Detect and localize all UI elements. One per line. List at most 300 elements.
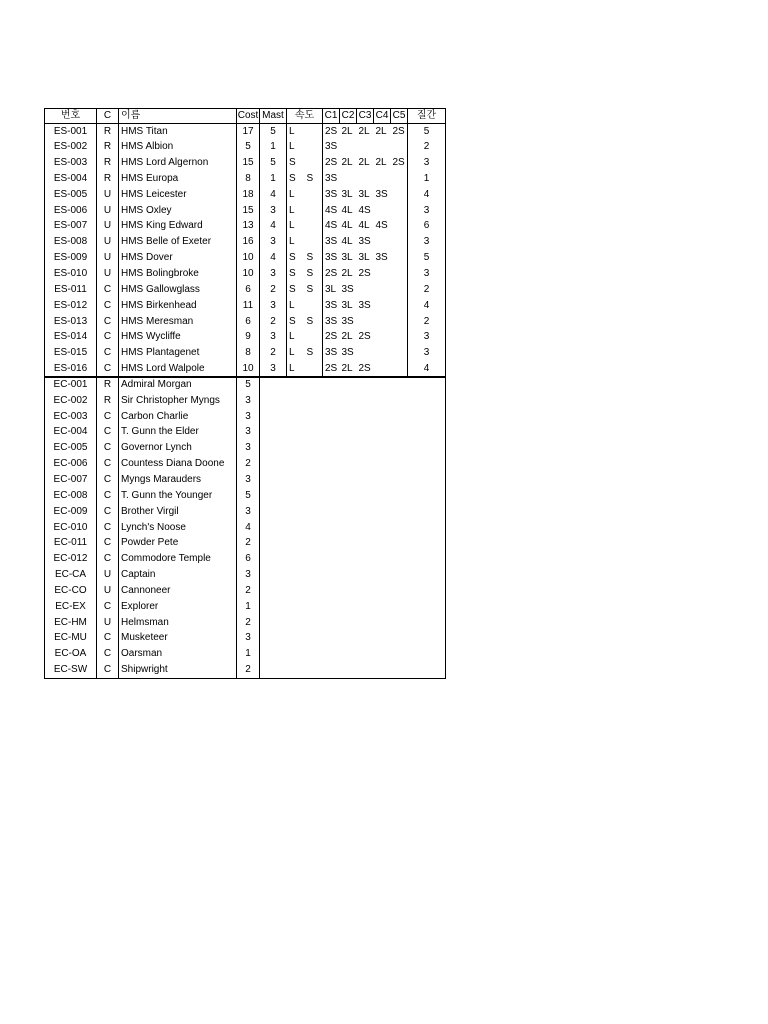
ship-rarity: C	[97, 361, 119, 377]
crew-name: T. Gunn the Younger	[119, 488, 237, 504]
ship-rarity: C	[97, 314, 119, 330]
ship-cannon-2: 3L	[341, 252, 353, 264]
ship-speed-2	[305, 219, 323, 235]
crew-id: EC-007	[45, 472, 97, 488]
ship-mast: 4	[260, 187, 287, 203]
ship-mast: 2	[260, 282, 287, 298]
ship-cannon-2: 3L	[341, 188, 353, 200]
ship-mast: 3	[260, 361, 287, 377]
ship-name: HMS Belle of Exeter	[119, 234, 237, 250]
ship-cost: 18	[237, 187, 260, 203]
ship-speed-2	[305, 187, 323, 203]
crew-rarity: C	[97, 504, 119, 520]
ship-row	[45, 314, 446, 330]
ship-rarity: U	[97, 203, 119, 219]
ship-speed-2: S	[306, 268, 314, 280]
ship-cannon-1: 2S	[323, 155, 340, 171]
ship-last-value: 3	[408, 345, 446, 361]
crew-row	[45, 535, 446, 551]
crew-row	[45, 425, 446, 441]
crew-name: Governor Lynch	[119, 440, 237, 456]
crew-id: EC-012	[45, 551, 97, 567]
ship-id: ES-007	[45, 219, 97, 235]
crew-id: EC-CO	[45, 583, 97, 599]
ship-row	[45, 345, 446, 361]
cards-spreadsheet	[44, 108, 446, 679]
ship-row	[45, 329, 446, 345]
ship-cannon-2: 2L	[341, 331, 353, 343]
crew-row	[45, 393, 446, 409]
ship-row	[45, 219, 446, 235]
ship-mast: 3	[260, 234, 287, 250]
ship-speed-1: L	[287, 187, 305, 203]
ship-cannon-5	[391, 187, 408, 203]
crew-id: EC-009	[45, 504, 97, 520]
crew-id: EC-001	[45, 377, 97, 393]
ship-speed-2	[305, 124, 323, 140]
crew-rarity: C	[97, 535, 119, 551]
crew-cost: 3	[237, 472, 260, 488]
ship-row	[45, 155, 446, 171]
ship-mast: 3	[260, 329, 287, 345]
ship-row	[45, 266, 446, 282]
ship-last-value: 3	[408, 234, 446, 250]
ship-name: HMS Gallowglass	[119, 282, 237, 298]
ship-speed-1: L	[287, 345, 305, 361]
ship-speed-2	[305, 203, 323, 219]
ship-mast: 2	[260, 345, 287, 361]
ship-cannon-4: 2L	[375, 125, 387, 137]
crew-id: EC-CA	[45, 567, 97, 583]
ship-cannon-3: 3L	[358, 252, 370, 264]
ship-mast: 1	[260, 171, 287, 187]
crew-rarity: R	[97, 393, 119, 409]
crew-name: Explorer	[119, 599, 237, 615]
ship-row	[45, 139, 446, 155]
ship-id: ES-016	[45, 361, 97, 377]
ship-last-value: 4	[408, 361, 446, 377]
ship-row	[45, 250, 446, 266]
ship-cannon-4: 4S	[375, 220, 388, 232]
col-header-c1: C1	[323, 109, 340, 124]
crew-rarity: R	[97, 377, 119, 393]
ship-cost: 8	[237, 345, 260, 361]
ship-cost: 10	[237, 361, 260, 377]
ship-cost: 6	[237, 282, 260, 298]
ship-speed-2: S	[306, 347, 314, 359]
crew-row	[45, 615, 446, 631]
ship-cannon-2: 2L	[340, 361, 357, 377]
ship-speed-1: S	[287, 155, 305, 171]
ship-last-value: 2	[408, 314, 446, 330]
crew-name: Commodore Temple	[119, 551, 237, 567]
ship-cannon-3: 2S	[358, 331, 371, 343]
crew-id: EC-010	[45, 520, 97, 536]
crew-cost: 1	[237, 599, 260, 615]
crew-empty-area	[260, 393, 446, 409]
ship-cannon-5	[391, 171, 408, 187]
crew-row	[45, 504, 446, 520]
ship-id: ES-011	[45, 282, 97, 298]
ship-cannon-1: 3S	[323, 250, 340, 266]
crew-rarity: C	[97, 456, 119, 472]
ship-cost: 16	[237, 234, 260, 250]
ship-mast: 1	[260, 139, 287, 155]
ship-cannon-2: 3S	[341, 347, 354, 359]
ship-name: HMS Leicester	[119, 187, 237, 203]
ship-cost: 9	[237, 329, 260, 345]
col-header-rarity: C	[97, 109, 119, 124]
ship-rarity: U	[97, 234, 119, 250]
crew-row	[45, 567, 446, 583]
crew-rarity: C	[97, 631, 119, 647]
crew-cost: 3	[237, 504, 260, 520]
ship-cost: 17	[237, 124, 260, 140]
ship-name: HMS Europa	[119, 171, 237, 187]
ship-mast: 2	[260, 314, 287, 330]
col-header-c5: C5	[391, 109, 408, 124]
crew-empty-area	[260, 409, 446, 425]
crew-empty-area	[260, 567, 446, 583]
crew-id: EC-SW	[45, 662, 97, 678]
ship-cannon-4	[374, 361, 391, 377]
ship-id: ES-003	[45, 155, 97, 171]
crew-cost: 1	[237, 646, 260, 662]
ship-id: ES-013	[45, 314, 97, 330]
ship-row	[45, 124, 446, 140]
crew-name: Sir Christopher Myngs	[119, 393, 237, 409]
ship-rarity: U	[97, 266, 119, 282]
ship-cannon-1: 3S	[323, 314, 340, 330]
crew-rarity: C	[97, 599, 119, 615]
ship-last-value: 3	[408, 203, 446, 219]
crew-name: Captain	[119, 567, 237, 583]
ship-cannon-3: 2L	[358, 125, 370, 137]
ship-cannon-5: 2S	[392, 125, 405, 137]
ship-cost: 13	[237, 219, 260, 235]
crew-cost: 3	[237, 567, 260, 583]
ship-mast: 5	[260, 155, 287, 171]
ship-cannon-5	[391, 250, 408, 266]
ship-rarity: R	[97, 124, 119, 140]
ship-cannon-1: 3L	[323, 282, 340, 298]
ship-cannon-2: 4L	[341, 220, 353, 232]
col-header-last: 질간	[408, 109, 446, 124]
crew-rarity: C	[97, 472, 119, 488]
ship-rarity: C	[97, 282, 119, 298]
crew-rarity: C	[97, 662, 119, 678]
crew-name: Carbon Charlie	[119, 409, 237, 425]
ship-cannon-2: 2L	[341, 125, 353, 137]
crew-empty-area	[260, 520, 446, 536]
ship-last-value: 4	[408, 298, 446, 314]
ship-speed-2	[305, 234, 323, 250]
ship-cost: 15	[237, 203, 260, 219]
crew-empty-area	[260, 488, 446, 504]
col-header-c3: C3	[357, 109, 374, 124]
crew-name: Brother Virgil	[119, 504, 237, 520]
crew-cost: 3	[237, 440, 260, 456]
crew-rarity: U	[97, 615, 119, 631]
ship-speed-2: S	[306, 283, 314, 295]
ship-speed-1: L	[287, 219, 305, 235]
crew-cost: 6	[237, 551, 260, 567]
ship-cannon-2	[340, 171, 357, 187]
crew-rarity: U	[97, 567, 119, 583]
ship-cannon-3: 3S	[358, 299, 371, 311]
ship-cannon-4	[374, 345, 391, 361]
crew-row	[45, 646, 446, 662]
ship-last-value: 1	[408, 171, 446, 187]
ship-cannon-4	[374, 298, 391, 314]
ship-speed-1: L	[287, 203, 305, 219]
col-header-number: 번호	[45, 109, 97, 124]
crew-id: EC-008	[45, 488, 97, 504]
crew-cost: 3	[237, 425, 260, 441]
ship-name: HMS Oxley	[119, 203, 237, 219]
ship-speed-1: S	[287, 266, 305, 282]
ship-mast: 3	[260, 298, 287, 314]
col-header-c4: C4	[374, 109, 391, 124]
crew-row	[45, 583, 446, 599]
ship-last-value: 5	[408, 124, 446, 140]
ship-id: ES-005	[45, 187, 97, 203]
ship-cannon-1: 3S	[323, 234, 340, 250]
crew-id: EC-004	[45, 425, 97, 441]
ship-speed-2: S	[306, 315, 314, 327]
crew-cost: 4	[237, 520, 260, 536]
col-header-speed: 속도	[287, 109, 323, 124]
crew-empty-area	[260, 535, 446, 551]
ship-speed-2: S	[306, 252, 314, 264]
ship-cannon-1: 4S	[323, 203, 340, 219]
ship-cost: 11	[237, 298, 260, 314]
ship-cannon-4: 2L	[375, 157, 387, 169]
ship-name: HMS Birkenhead	[119, 298, 237, 314]
crew-rarity: C	[97, 646, 119, 662]
ship-cannon-4	[374, 171, 391, 187]
ship-cannon-5	[391, 234, 408, 250]
ship-cannon-4	[374, 282, 391, 298]
ship-cannon-1: 2S	[323, 361, 340, 377]
crew-name: Musketeer	[119, 631, 237, 647]
ship-cannon-2: 4L	[341, 236, 353, 248]
crew-name: Myngs Marauders	[119, 472, 237, 488]
crew-rarity: C	[97, 425, 119, 441]
ship-rarity: U	[97, 219, 119, 235]
ship-cannon-3: 2S	[357, 361, 374, 377]
crew-rarity: C	[97, 551, 119, 567]
crew-cost: 3	[237, 393, 260, 409]
ship-cannon-1: 3S	[323, 171, 340, 187]
col-header-c2: C2	[340, 109, 357, 124]
crew-id: EC-005	[45, 440, 97, 456]
crew-empty-area	[260, 599, 446, 615]
crew-empty-area	[260, 662, 446, 678]
crew-row	[45, 551, 446, 567]
ship-speed-2	[305, 155, 323, 171]
ship-name: HMS Wycliffe	[119, 329, 237, 345]
crew-rarity: C	[97, 488, 119, 504]
ship-rarity: C	[97, 329, 119, 345]
ship-cannon-1: 2S	[323, 329, 340, 345]
crew-cost: 2	[237, 456, 260, 472]
ship-cannon-3: 2L	[358, 157, 370, 169]
ship-last-value: 2	[408, 282, 446, 298]
crew-rarity: C	[97, 520, 119, 536]
ship-speed-1: L	[287, 298, 305, 314]
crew-row	[45, 456, 446, 472]
ship-cannon-2: 2L	[341, 268, 353, 280]
ships-section	[45, 124, 446, 378]
crew-id: EC-OA	[45, 646, 97, 662]
ship-cannon-5	[391, 314, 408, 330]
ship-rarity: R	[97, 155, 119, 171]
ship-rarity: C	[97, 298, 119, 314]
ship-cannon-4	[374, 266, 391, 282]
ship-last-value: 2	[408, 139, 446, 155]
crew-id: EC-HM	[45, 615, 97, 631]
ship-id: ES-001	[45, 124, 97, 140]
header-row	[45, 109, 446, 124]
ship-cannon-3: 4S	[358, 204, 371, 216]
ship-speed-2	[305, 329, 323, 345]
ship-last-value: 3	[408, 329, 446, 345]
crew-cost: 5	[237, 488, 260, 504]
ship-speed-1: L	[287, 124, 305, 140]
ship-last-value: 4	[408, 187, 446, 203]
ship-cannon-3: 3L	[358, 188, 370, 200]
ship-row	[45, 187, 446, 203]
ship-id: ES-015	[45, 345, 97, 361]
ship-cannon-2: 3L	[341, 299, 353, 311]
crew-empty-area	[260, 440, 446, 456]
ship-cannon-5	[391, 345, 408, 361]
ship-cannon-5	[391, 203, 408, 219]
crew-cost: 2	[237, 662, 260, 678]
ship-last-value: 6	[408, 219, 446, 235]
ship-rarity: R	[97, 171, 119, 187]
ship-speed-1: L	[287, 234, 305, 250]
crew-row	[45, 520, 446, 536]
ship-cannon-1: 3S	[323, 139, 340, 155]
ship-name: HMS Lord Walpole	[119, 361, 237, 377]
ship-cannon-1: 4S	[323, 219, 340, 235]
ship-cannon-1: 3S	[323, 187, 340, 203]
ship-cannon-1: 3S	[323, 345, 340, 361]
ship-speed-2	[305, 361, 323, 377]
crew-name: Powder Pete	[119, 535, 237, 551]
crew-id: EC-003	[45, 409, 97, 425]
crew-cost: 2	[237, 615, 260, 631]
ship-cannon-3: 4L	[358, 220, 370, 232]
crew-empty-area	[260, 646, 446, 662]
ship-mast: 3	[260, 266, 287, 282]
ship-name: HMS Lord Algernon	[119, 155, 237, 171]
ship-mast: 4	[260, 219, 287, 235]
ship-cannon-5	[391, 139, 408, 155]
ship-cannon-5	[391, 361, 408, 377]
ship-cannon-2	[340, 139, 357, 155]
col-header-cost: Cost	[237, 109, 260, 124]
ship-cost: 5	[237, 139, 260, 155]
ship-rarity: R	[97, 139, 119, 155]
ship-row	[45, 234, 446, 250]
ship-speed-2	[305, 139, 323, 155]
crew-id: EC-002	[45, 393, 97, 409]
ship-id: ES-002	[45, 139, 97, 155]
ship-name: HMS Titan	[119, 124, 237, 140]
ship-cannon-2: 3S	[341, 283, 354, 295]
crew-empty-area	[260, 425, 446, 441]
ship-cannon-1: 2S	[323, 266, 340, 282]
ship-cannon-3: 2S	[358, 268, 371, 280]
ship-name: HMS Meresman	[119, 314, 237, 330]
ship-cannon-3	[357, 314, 374, 330]
col-header-name: 이름	[119, 109, 237, 124]
ship-cannon-3	[357, 139, 374, 155]
crew-empty-area	[260, 377, 446, 393]
ship-speed-1: L	[287, 139, 305, 155]
crew-row	[45, 472, 446, 488]
ship-row	[45, 361, 446, 377]
crew-name: Cannoneer	[119, 583, 237, 599]
crew-name: Helmsman	[119, 615, 237, 631]
ship-mast: 5	[260, 124, 287, 140]
crew-id: EC-EX	[45, 599, 97, 615]
ship-speed-2: S	[306, 172, 314, 184]
ship-name: HMS Plantagenet	[119, 345, 237, 361]
ship-speed-1: S	[287, 282, 305, 298]
ship-id: ES-009	[45, 250, 97, 266]
ship-cannon-2: 3S	[341, 315, 354, 327]
crew-empty-area	[260, 583, 446, 599]
ship-cannon-4	[374, 314, 391, 330]
ship-last-value: 3	[408, 155, 446, 171]
ship-cost: 10	[237, 266, 260, 282]
ship-cannon-2: 4L	[341, 204, 353, 216]
ship-name: HMS Albion	[119, 139, 237, 155]
ship-id: ES-012	[45, 298, 97, 314]
crew-rarity: C	[97, 440, 119, 456]
crew-empty-area	[260, 472, 446, 488]
crew-empty-area	[260, 631, 446, 647]
ship-cannon-1: 3S	[323, 298, 340, 314]
ship-rarity: U	[97, 187, 119, 203]
ship-mast: 4	[260, 250, 287, 266]
ship-cannon-4	[374, 203, 391, 219]
ship-cost: 6	[237, 314, 260, 330]
crew-name: Admiral Morgan	[119, 377, 237, 393]
ship-cannon-3	[357, 345, 374, 361]
ship-speed-1: S	[287, 250, 305, 266]
ship-cannon-4	[374, 139, 391, 155]
ship-speed-1: S	[287, 314, 305, 330]
ship-cost: 8	[237, 171, 260, 187]
crew-row	[45, 440, 446, 456]
ship-speed-1: S	[287, 171, 305, 187]
ship-rarity: U	[97, 250, 119, 266]
ship-cannon-5	[391, 329, 408, 345]
ship-cannon-4	[374, 329, 391, 345]
ship-cannon-4: 3S	[375, 188, 388, 200]
crew-name: Shipwright	[119, 662, 237, 678]
crew-row	[45, 631, 446, 647]
crew-name: Countess Diana Doone	[119, 456, 237, 472]
ship-cannon-5: 2S	[392, 157, 405, 169]
ship-speed-2	[305, 298, 323, 314]
crew-rarity: U	[97, 583, 119, 599]
